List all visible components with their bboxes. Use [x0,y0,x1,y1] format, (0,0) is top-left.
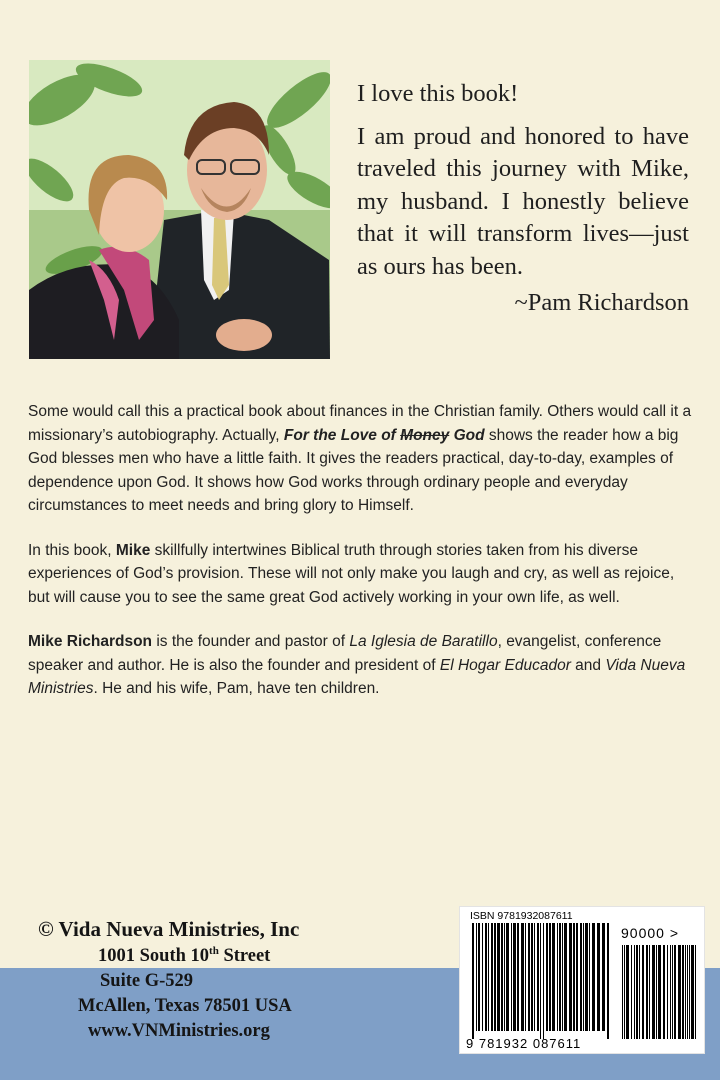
barcode-bar [589,923,590,1031]
barcode-bar [557,923,558,1031]
text-span: shows the reader how a big God blesses men who have a little faith. It gives the readers practical, day-to-day, examples of dependence upon God. It shows how God works through ordinary people and everyday circumstances to meet needs and bring glory to Himself. [28,426,679,514]
isbn-label: ISBN 9781932087611 [470,910,573,922]
description-paragraph-1 [28,400,694,518]
barcode-bar [569,923,572,1031]
barcode-bar [531,923,533,1031]
barcode-bar [501,923,503,1031]
text-span: In this book, [28,541,116,559]
barcode-bar [504,923,505,1031]
barcode-bar [521,923,524,1031]
author-first-name: Mike [115,541,151,559]
barcode-bar [517,923,519,1031]
street-suffix: th [209,944,219,957]
church-name: La Iglesia de Baratillo [349,633,498,650]
quote-body: I am proud and honored to have traveled this journey with Mike, my husband. I honestly believe that it will transform lives—just as ours has been. [357,122,689,280]
testimonial-quote [357,78,689,320]
publisher-street [38,944,438,969]
addon-bar [658,945,661,1039]
barcode-bar [472,923,474,1039]
addon-bar [622,945,623,1039]
addon-bar [678,945,681,1039]
author-name: Mike Richardson [28,633,153,650]
barcode-bar [488,923,489,1031]
addon-bar [687,945,688,1039]
addon-bar [649,945,650,1039]
addon-bar [624,945,625,1039]
quote-lead: I love this book! [357,80,519,107]
author-photo [29,60,330,359]
street-text: 1001 South 10 [98,946,210,966]
addon-bar [695,945,696,1039]
organization-name: Vida Nueva Ministries [28,656,686,697]
barcode-bar [549,923,551,1031]
barcode-bar [546,923,548,1031]
ean-digits: 9 781932 087611 [466,1036,582,1051]
barcode-bar [497,923,500,1031]
barcode-bar [511,923,512,1031]
publisher-name: © Vida Nueva Ministries, Inc [38,917,300,941]
addon-bar [626,945,629,1039]
barcode-bar [534,923,535,1031]
addon-bar [667,945,668,1039]
barcode-bar [602,923,605,1031]
barcode-bar [525,923,526,1031]
price-addon: 90000 > [621,925,679,941]
title-part-2: God [453,426,485,444]
addon-bar [646,945,648,1039]
barcode-bar [559,923,561,1031]
barcode-bar [543,923,544,1039]
addon-bar [685,945,686,1039]
author-bio [28,630,694,701]
barcode-bar [576,923,578,1031]
street-text: Street [218,946,271,966]
text-span: skillfully intertwines Biblical truth through stories taken from his diverse experiences of God’s provision. These will not only make you laugh and cry, as well as rejoice, but will cause you to see the same great God actively working in your own life, as well. [28,541,675,606]
book-title [284,427,485,444]
addon-bar [642,945,644,1039]
barcode-bar [537,923,539,1031]
text-span: . He and his wife, Pam, have ten children. [93,680,380,697]
text-span: is the founder and pastor of [152,633,350,650]
barcode-bar [513,923,516,1031]
barcode-bar [528,923,530,1031]
barcode-bar [583,923,584,1031]
text-span: , evangelist, conference speaker and author. He is also the founder and president of [28,633,662,674]
addon-bar [670,945,671,1039]
publisher-suite: Suite G-529 [100,971,194,991]
addon-bar [672,945,673,1039]
text-span: Some would call this a practical book about finances in the Christian family. Others would call it a missionary’s autobiography. Actually, [28,403,692,444]
barcode-bar [597,923,600,1031]
addon-bar [639,945,640,1039]
isbn-barcode [459,906,705,1054]
barcode-bar [585,923,588,1031]
addon-bar [674,945,676,1039]
barcode-bar [607,923,609,1039]
addon-bar [682,945,684,1039]
barcode-bar [491,923,493,1031]
addon-bar [652,945,655,1039]
barcode-bar [580,923,582,1031]
title-struck-word: Money [400,426,450,444]
addon-bar [631,945,632,1039]
barcode-bar [562,923,563,1031]
description-paragraph-2 [28,539,694,610]
barcode-bar [494,923,496,1031]
barcode-bar [485,923,487,1031]
publisher-info [38,914,438,1044]
addon-bar [656,945,657,1039]
barcode-bar [506,923,509,1031]
text-span: and [570,656,606,674]
barcode-bar [592,923,595,1031]
barcode-bar [476,923,477,1031]
barcode-bar [540,923,541,1039]
addon-bar [689,945,690,1039]
publisher-city: McAllen, Texas 78501 USA [78,996,292,1016]
barcode-bar [573,923,575,1031]
addon-bar [636,945,638,1039]
publisher-website[interactable]: www.VNMinistries.org [88,1021,270,1041]
addon-bar [634,945,635,1039]
barcode-bar [482,923,483,1031]
book-description [28,400,694,722]
addon-bar [663,945,665,1039]
barcode-bar [478,923,480,1031]
addon-bar [691,945,694,1039]
title-part-1: For the Love of [283,426,396,444]
barcode-bar [552,923,555,1031]
organization-name: El Hogar Educador [439,656,571,674]
quote-signature: ~Pam Richardson [514,289,689,316]
barcode-bar [564,923,567,1031]
